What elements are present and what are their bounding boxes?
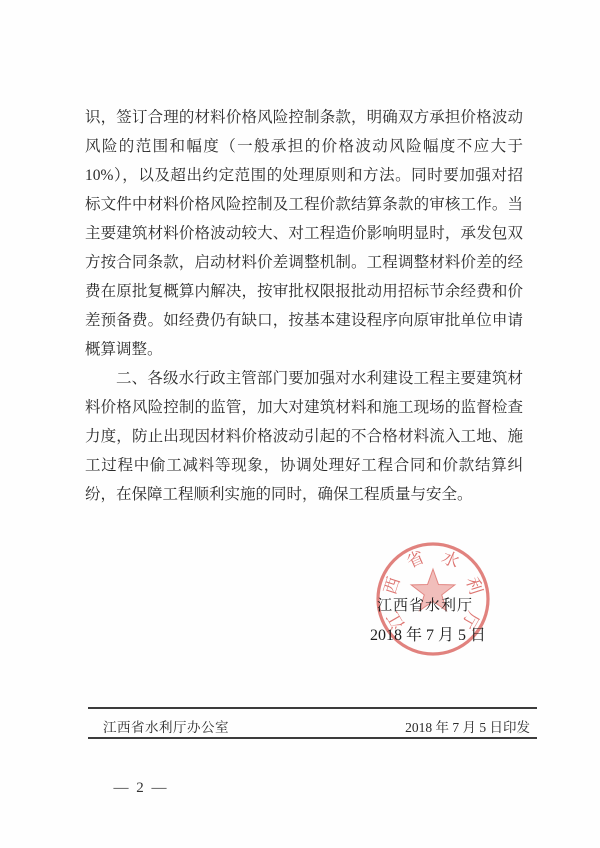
- footer-print-date: 2018 年 7 月 5 日印发: [405, 720, 530, 735]
- body-line: 10%），以及超出约定范围的处理原则和方法。同时要加强对招: [85, 167, 523, 184]
- footer-issuer: 江西省水利厅办公室: [103, 720, 229, 735]
- document-body: [85, 103, 523, 509]
- footer-rule-bottom: [88, 737, 537, 739]
- seal-char: 厅: [457, 608, 483, 633]
- body-line: 力度，防止出现因材料价格波动引起的不合格材料流入工地、施: [85, 428, 523, 445]
- body-line: 主要建筑材料价格波动较大、对工程造价影响明显时，承发包双: [85, 225, 523, 242]
- body-line: 风险的范围和幅度（一般承担的价格波动风险幅度不应大于: [85, 138, 523, 155]
- page-number: — 2 —: [113, 780, 169, 796]
- body-line: 差预备费。如经费仍有缺口，按基本建设程序向原审批单位申请: [85, 312, 523, 329]
- body-line: 二、各级水行政主管部门要加强对水利建设工程主要建筑材: [116, 370, 523, 387]
- signature-agency: 江西省水利厅: [376, 598, 473, 614]
- seal-char: 省: [403, 547, 428, 572]
- body-line: 费在原批复概算内解决，按审批权限报批动用招标节余经费和价: [85, 283, 523, 300]
- footer-rule-top: [88, 707, 537, 709]
- body-line: 工过程中偷工减料等现象，协调处理好工程合同和价款结算纠: [85, 457, 523, 474]
- body-line: 料价格风险控制的监管，加大对建筑材料和施工现场的监督检查: [85, 399, 523, 416]
- seal-char: 水: [438, 547, 463, 572]
- seal-char: 江: [383, 608, 409, 633]
- signature-date: 2018 年 7 月 5 日: [369, 627, 486, 644]
- body-line: 方按合同条款，启动材料价差调整机制。工程调整材料价差的经: [85, 254, 523, 271]
- seal-char: 西: [380, 574, 404, 597]
- body-line: 识，签订合理的材料价格风险控制条款，明确双方承担价格波动: [85, 109, 523, 126]
- body-line: 纷，在保障工程顺利实施的同时，确保工程质量与安全。: [85, 486, 473, 503]
- body-line: 概算调整。: [85, 341, 163, 358]
- seal-char: 利: [462, 574, 486, 597]
- body-line: 标文件中材料价格风险控制及工程价款结算条款的审核工作。当: [85, 196, 523, 213]
